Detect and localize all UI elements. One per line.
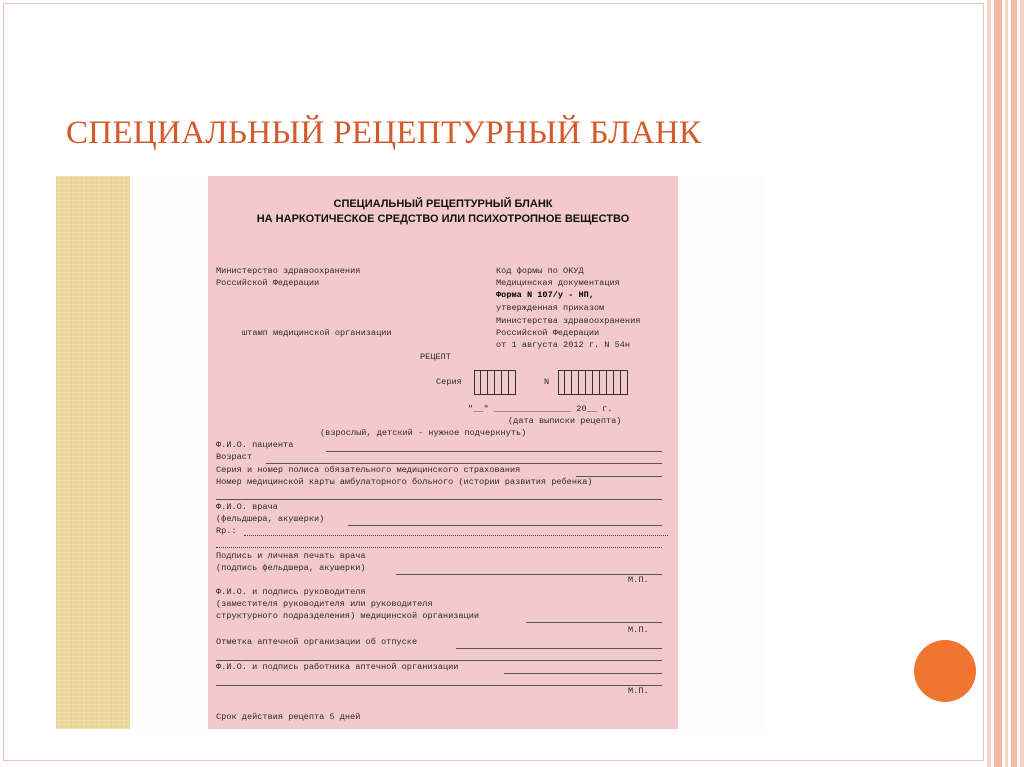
age-line	[266, 463, 662, 464]
med-card-line	[216, 499, 662, 500]
stamp-mp-3: М.П.	[628, 686, 649, 696]
form-title-line2: НА НАРКОТИЧЕСКОЕ СРЕДСТВО ИЛИ ПСИХОТРОПНОЕ ВЕЩЕСТВО	[256, 213, 630, 225]
order-date: от 1 августа 2012 г. N 54н	[496, 340, 631, 350]
doctor-name-line	[348, 525, 662, 526]
pharmacy-worker-line-2	[216, 685, 662, 686]
age-hint: (взрослый, детский - нужное подчеркнуть)	[320, 428, 527, 438]
form-title-line1: СПЕЦИАЛЬНЫЙ РЕЦЕПТУРНЫЙ БЛАНК	[333, 198, 553, 210]
rp-dots-1	[244, 535, 668, 536]
rp-label: Rp.:	[216, 526, 237, 536]
patient-name-line	[326, 451, 662, 452]
head-name-label-2: (заместителя руководителя или руководителя	[216, 599, 433, 609]
med-card-label: Номер медицинской карты амбулаторного больного (истории развития ребенка)	[216, 477, 593, 487]
decor-stripe	[987, 0, 991, 767]
form-number: Форма N 107/у - НП,	[496, 290, 594, 300]
age-label: Возраст	[216, 452, 253, 462]
pharmacy-worker-label: Ф.И.О. и подпись работника аптечной организации	[216, 662, 459, 672]
doctor-name-label: Ф.И.О. врача	[216, 502, 278, 512]
signature-line	[396, 574, 662, 575]
pharmacy-mark-label: Отметка аптечной организации об отпуске	[216, 637, 418, 647]
stamp-mp-2: М.П.	[628, 625, 649, 635]
head-name-line	[526, 622, 662, 623]
doctor-name-label-2: (фельдшера, акушерки)	[216, 514, 325, 524]
validity-label: Срок действия рецепта 5 дней	[216, 712, 361, 722]
patient-name-label: Ф.И.О. пациента	[216, 440, 294, 450]
decorative-texture	[56, 176, 130, 729]
decor-stripe	[994, 0, 1002, 767]
ministry-line2: Российской Федерации	[216, 278, 320, 288]
decor-stripe	[1020, 0, 1024, 767]
slide-title: СПЕЦИАЛЬНЫЙ РЕЦЕПТУРНЫЙ БЛАНК	[66, 115, 702, 151]
med-doc: Медицинская документация	[496, 278, 620, 288]
series-boxes	[474, 370, 516, 395]
number-boxes	[558, 370, 628, 395]
head-name-label-3: структурного подразделения) медицинской организации	[216, 611, 480, 621]
russian-fed: Российской Федерации	[496, 328, 600, 338]
head-name-label: Ф.И.О. и подпись руководителя	[216, 587, 366, 597]
rp-dots-2	[216, 547, 662, 548]
stamp-label: штамп медицинской организации	[242, 328, 392, 338]
signature-feldsher-label: (подпись фельдшера, акушерки)	[216, 563, 366, 573]
approved-by: утвержденная приказом	[496, 303, 605, 313]
recipe-label: РЕЦЕПТ	[420, 352, 451, 362]
prescription-form-image	[208, 176, 678, 729]
series-label: Серия	[436, 377, 462, 387]
stamp-mp-1: М.П.	[628, 575, 649, 585]
decorative-circle	[914, 640, 976, 702]
decor-stripe	[1005, 0, 1008, 767]
policy-label: Серия и номер полиса обязательного медицинского страхования	[216, 465, 521, 475]
decor-stripe	[1011, 0, 1017, 767]
okud-code: Код формы по ОКУД	[496, 266, 584, 276]
date-line: "__" _______________ 20__ г.	[468, 404, 613, 414]
pharmacy-mark-line	[456, 648, 662, 649]
ministry-health: Министерства здравоохранения	[496, 316, 641, 326]
ministry-line1: Министерство здравоохранения	[216, 266, 361, 276]
pharmacy-mark-line-2	[216, 660, 662, 661]
signature-doctor-label: Подпись и личная печать врача	[216, 551, 366, 561]
pharmacy-worker-line	[504, 673, 662, 674]
number-label: N	[544, 377, 550, 387]
date-caption: (дата выписки рецепта)	[508, 416, 622, 426]
